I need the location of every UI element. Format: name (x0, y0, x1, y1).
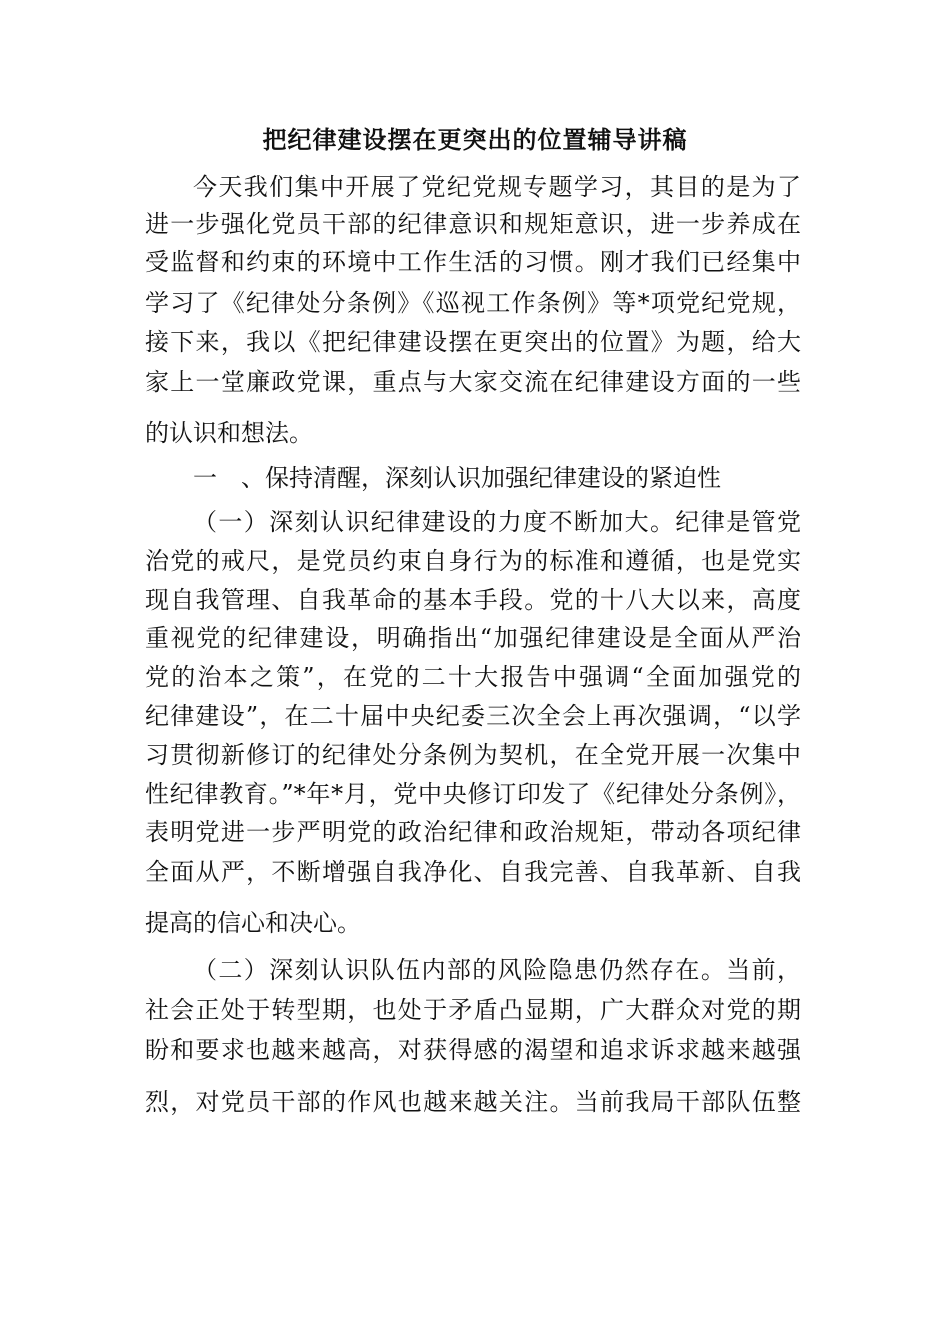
paragraph-line: 接下来，我以《把纪律建设摆在更突出的位置》为题，给大 (145, 328, 801, 356)
paragraph-line: 盼和要求也越来越高，对获得感的渴望和追求诉求越来越强 (145, 1036, 801, 1064)
paragraph-line: 的认识和想法。 (145, 419, 313, 447)
paragraph-line: 表明党进一步严明党的政治纪律和政治规矩，带动各项纪律 (145, 818, 801, 846)
paragraph-line: 治党的戒尺，是党员约束自身行为的标准和遵循，也是党实 (145, 547, 801, 575)
paragraph-line: 性纪律教育。”*年*月，党中央修订印发了《纪律处分条例》， (145, 780, 801, 808)
section-heading: 一 、保持清醒，深刻认识加强纪律建设的紧迫性 (193, 464, 721, 492)
paragraph-line: 学习了《纪律处分条例》《巡视工作条例》等*项党纪党规， (145, 289, 801, 317)
paragraph-line: 党的治本之策”，在党的二十大报告中强调“全面加强党的 (145, 663, 801, 691)
paragraph-line: 重视党的纪律建设，明确指出“加强纪律建设是全面从严治 (145, 624, 801, 652)
paragraph-line: 今天我们集中开展了党纪党规专题学习，其目的是为了 (193, 173, 801, 201)
paragraph-line: 受监督和约束的环境中工作生活的习惯。刚才我们已经集中 (145, 248, 801, 276)
paragraph-line: 现自我管理、自我革命的基本手段。党的十八大以来，高度 (145, 586, 801, 614)
paragraph-line: 烈，对党员干部的作风也越来越关注。当前我局干部队伍整 (145, 1088, 801, 1116)
document-title: 把纪律建设摆在更突出的位置辅导讲稿 (262, 125, 688, 154)
paragraph-line: 社会正处于转型期，也处于矛盾凸显期，广大群众对党的期 (145, 996, 801, 1024)
paragraph-line: 习贯彻新修订的纪律处分条例为契机，在全党开展一次集中 (145, 741, 801, 769)
paragraph-line: 家上一堂廉政党课，重点与大家交流在纪律建设方面的一些 (145, 368, 801, 396)
paragraph-line: 提高的信心和决心。 (145, 909, 361, 937)
paragraph-line: （二）深刻认识队伍内部的风险隐患仍然存在。当前， (193, 956, 801, 984)
paragraph-line: 进一步强化党员干部的纪律意识和规矩意识，进一步养成在 (145, 210, 801, 238)
paragraph-line: （一）深刻认识纪律建设的力度不断加大。纪律是管党 (193, 508, 801, 536)
paragraph-line: 纪律建设”，在二十届中央纪委三次全会上再次强调，“以学 (145, 702, 801, 730)
paragraph-line: 全面从严，不断增强自我净化、自我完善、自我革新、自我 (145, 858, 801, 886)
